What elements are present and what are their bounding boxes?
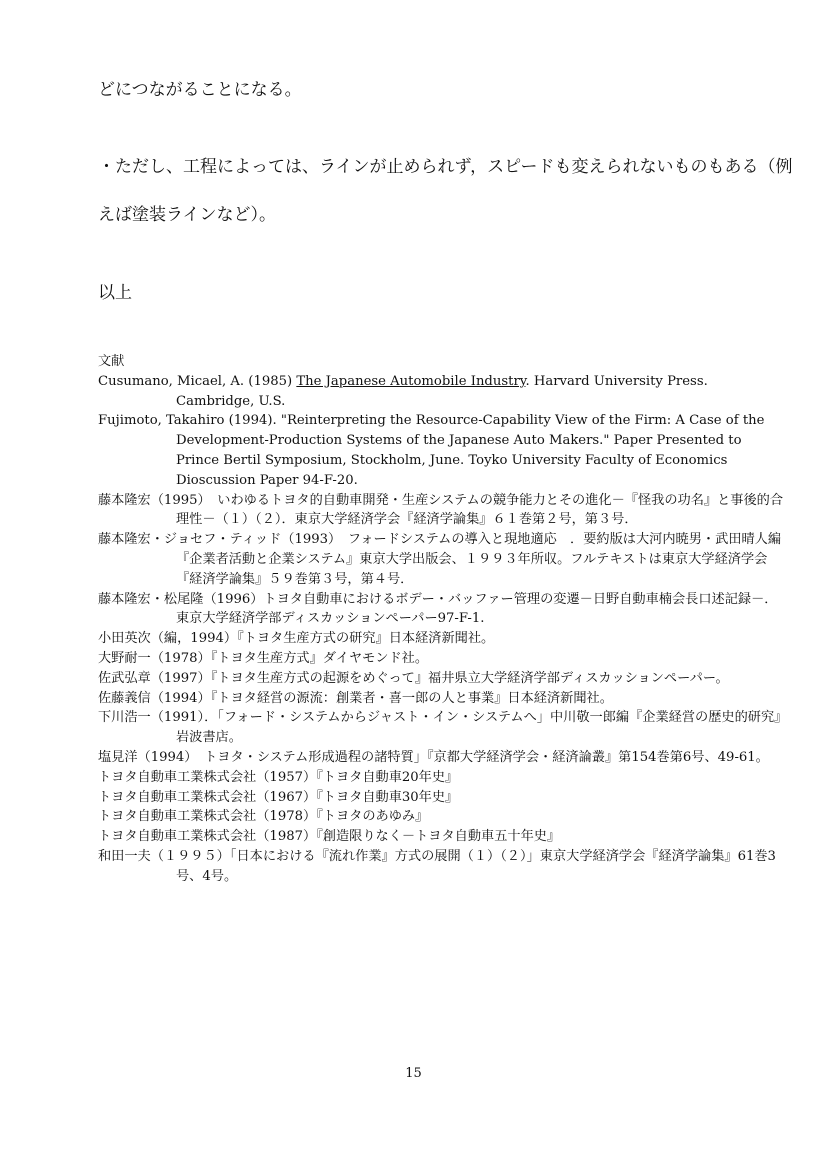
reference-item: 佐武弘章（1997）『トヨタ生産方式の起源をめぐって』福井県立大学経済学部ディスカッションペーパー。 <box>98 670 729 686</box>
reference-cusumano-publisher: . Harvard University Press. Cambridge, U.S. <box>176 373 708 409</box>
reference-cusumano-author: Cusumano, Micael, A. (1985) <box>98 373 297 389</box>
reference-item: 大野耐一（1978）『トヨタ生産方式』ダイヤモンド社。 <box>98 650 429 666</box>
reference-item: 下川浩一（1991）．「フォード・システムからジャスト・イン・システムへ」中川敬一郎編『企業経営の歴史的研究』岩波書店。 <box>98 710 788 746</box>
reference-item: 佐藤義信（1994）『トヨタ経営の源流：創業者・喜一郎の人と事業』日本経済新聞社。 <box>98 690 613 706</box>
reference-item: トヨタ自動車工業株式会社（1967）『トヨタ自動車30年史』 <box>98 789 459 805</box>
reference-item: 藤本隆宏・ジョセフ・ティッド（1993） フォードシステムの導入と現地適応 ．要約版は大河内暁男・武田晴人編『企業者活動と企業システム』東京大学出版会、１９９３年所収。フルテキストは東京大学経済学会『経済学論集』５９巻第３号，第４号． <box>98 532 782 587</box>
paragraph-continuation: どにつながることになる。 <box>98 80 302 100</box>
references-heading: 文献 <box>98 354 125 369</box>
reference-item: 藤本隆宏（1995） いわゆるトヨタ的自動車開発・生産システムの競争能力とその進化－『怪我の功名』と事後的合理性－（１）（２）．東京大学経済学会『経済学論集』６１巻第２号，第３号． <box>98 492 784 528</box>
reference-item: トヨタ自動車工業株式会社（1978）『トヨタのあゆみ』 <box>98 809 429 825</box>
reference-fujimoto: Fujimoto, Takahiro (1994). "Reinterpreting the Resource-Capability View of the Firm: A Case of the Development-Production Systems of the Japanese Auto Makers." Paper Presented to Prince Bertil Symposium, Stockholm, June. Toyko University Faculty of Economics Dioscussion Paper 94-F-20. <box>98 413 765 488</box>
paragraph-note-line2: えば塗装ラインなど）。 <box>98 205 276 225</box>
paragraph-note-line1: ・ただし、工程によっては、ラインが止められず，スピードも変えられないものもある（例 <box>98 157 793 177</box>
references-section <box>98 352 788 887</box>
reference-item: 小田英次（編，1994）『トヨタ生産方式の研究』日本経済新聞社。 <box>98 631 495 647</box>
reference-item: トヨタ自動車工業株式会社（1957）『トヨタ自動車20年史』 <box>98 769 459 785</box>
reference-item: 塩見洋（1994） トヨタ・システム形成過程の諸特質」『京都大学経済学会・経済論叢』第154巻第6号、49-61。 <box>98 749 769 765</box>
reference-cusumano <box>98 372 788 412</box>
reference-item: トヨタ自動車工業株式会社（1987）『創造限りなく－トヨタ自動車五十年史』 <box>98 829 561 845</box>
closing-mark: 以上 <box>98 283 132 303</box>
page-number: 15 <box>405 1066 422 1081</box>
reference-cusumano-title: The Japanese Automobile Industry <box>296 373 526 389</box>
reference-item: 和田一夫（１９９５）「日本における『流れ作業』方式の展開（１）（２）」東京大学経済学会『経済学論集』61巻3号、4号。 <box>98 848 776 884</box>
reference-item: 藤本隆宏・松尾隆（1996）トヨタ自動車におけるボデー・バッファー管理の変遷－日野自動車楠会長口述記録－．東京大学経済学部ディスカッションペーパー97-F-1. <box>98 591 778 627</box>
